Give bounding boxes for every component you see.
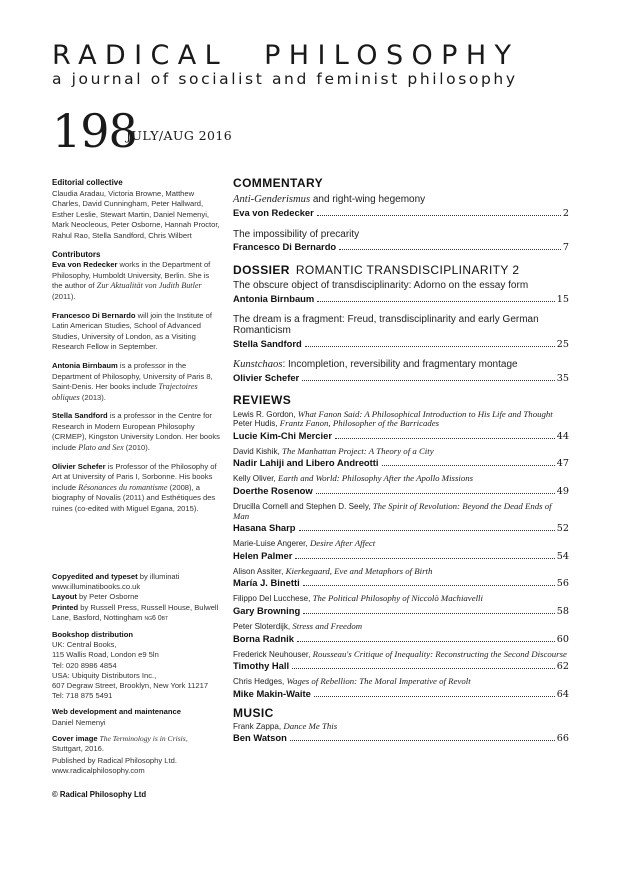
distribution-heading: Bookshop distribution <box>52 630 133 640</box>
contributor-entry <box>52 361 220 403</box>
web-by: Daniel Nemenyi <box>52 717 106 727</box>
review-book-author: Frank Zappa, <box>233 721 284 731</box>
reviews-entry <box>233 474 569 497</box>
dossier-entry <box>233 280 569 305</box>
contributor-name: Stella Sandford <box>52 411 108 421</box>
review-book-title: Stress and Freedom <box>292 620 363 631</box>
contributors-heading: Contributors <box>52 249 101 259</box>
contributor-bio-tail: (2011). <box>52 291 76 301</box>
review-book-author: Lewis R. Gordon, <box>233 409 298 419</box>
review-book-author: Alison Assiter, <box>233 566 286 576</box>
publisher-url[interactable]: www.radicalphilosophy.com <box>52 766 145 776</box>
review-book-author: Peter Hudis, <box>233 419 280 429</box>
review-book <box>233 474 569 484</box>
publisher-line: Published by Radical Philosophy Ltd. <box>52 756 177 765</box>
issue-number: 198 <box>52 104 137 158</box>
toc-author: Helen Palmer <box>233 549 293 561</box>
publisher-info <box>52 756 222 776</box>
toc-page-number: 58 <box>556 605 569 617</box>
contributor-book: Trajectoires obliques <box>52 382 198 402</box>
layout-label: Layout <box>52 592 77 602</box>
contributor-entry <box>52 411 220 453</box>
leader-dots <box>335 437 555 439</box>
toc-page-number: 7 <box>562 242 569 254</box>
leader-dots <box>295 557 554 559</box>
review-book <box>233 567 569 577</box>
review-book-author: Kelly Oliver, <box>233 474 278 484</box>
review-book <box>233 447 569 457</box>
review-book-title: Wages of Rebellion: The Moral Imperative of Revolt <box>286 676 471 687</box>
issue-date: JULY/AUG 2016 <box>126 128 233 143</box>
layout-by: by Peter Osborne <box>76 592 139 602</box>
contributor-bio: works in the Department of Philosophy, Humboldt University, Berlin. She is the author of <box>52 260 211 291</box>
printed-postcode: ng6 0bt <box>144 614 169 622</box>
leader-dots <box>339 248 561 250</box>
toc-author-line[interactable] <box>233 293 569 305</box>
article-title <box>233 314 569 337</box>
cover-title: The Terminology is in Crisis <box>97 733 186 743</box>
distribution-block <box>52 630 220 701</box>
article-title-italic: Kunstchaos <box>233 358 283 370</box>
toc-author: Mike Makin-Waite <box>233 687 311 699</box>
toc-author-line[interactable] <box>233 732 569 744</box>
editorial-members: Claudia Aradau, Victoria Browne, Matthew Charles, David Cunningham, Peter Hallward, Esther Leslie, Stewart Martin, Daniel Nemenyi, Mark Neocleous, Peter Osborne, Hannah Proctor, Rahul Rao, Stella Sandford, Chris Wilbert <box>52 188 220 240</box>
journal-subtitle: a journal of socialist and feminist philosophy <box>52 70 518 88</box>
music-heading-text: MUSIC <box>233 705 274 720</box>
toc-page-number: 66 <box>556 733 569 745</box>
dossier-heading-text: DOSSIER <box>233 263 290 278</box>
leader-dots <box>303 612 555 614</box>
toc-page-number: 25 <box>556 338 569 350</box>
toc-author-line[interactable] <box>233 522 569 534</box>
reviews-entry <box>233 502 569 534</box>
toc-author: Nadir Lahiji and Libero Andreotti <box>233 457 379 469</box>
review-book <box>233 722 569 732</box>
production-credits <box>52 572 220 760</box>
review-book-title: Kierkegaard, Eve and Metaphors of Birth <box>285 565 433 576</box>
toc-page-number: 35 <box>556 372 569 384</box>
reviews-entry <box>233 677 569 700</box>
reviews-entry <box>233 650 569 673</box>
printed-label: Printed <box>52 602 79 612</box>
left-column <box>52 178 220 523</box>
music-heading <box>233 706 569 720</box>
article-title-italic: Anti-Genderismus <box>233 194 311 205</box>
toc-author-line[interactable] <box>233 485 569 497</box>
journal-title-word1: RADICAL <box>52 40 229 71</box>
review-book-title: The Spirit of Revolution: Beyond the Dead Ends of Man <box>233 500 552 521</box>
web-block <box>52 707 220 727</box>
toc-author: Borna Radnik <box>233 632 294 644</box>
review-book <box>233 622 569 632</box>
toc-author-line[interactable] <box>233 457 569 469</box>
review-book-title: The Manhattan Project: A Theory of a City <box>282 445 434 456</box>
dossier-heading <box>233 263 569 277</box>
toc-author-line[interactable] <box>233 241 569 253</box>
review-book <box>233 539 569 549</box>
toc-author-line[interactable] <box>233 207 569 219</box>
cover-place: Stuttgart, 2016. <box>52 744 104 754</box>
toc-author: Hasana Sharp <box>233 522 296 534</box>
toc-page-number: 56 <box>556 578 569 590</box>
reviews-heading-text: REVIEWS <box>233 392 292 407</box>
copyedit-credit <box>52 572 220 624</box>
contributor-book: Plato and Sex <box>78 443 124 453</box>
cover-block <box>52 734 220 754</box>
article-title <box>233 280 569 292</box>
contributor-entry <box>52 462 220 515</box>
article-title-text: : Incompletion, reversibility and fragmentary montage <box>282 358 518 370</box>
review-book <box>233 594 569 604</box>
leader-dots <box>316 492 555 494</box>
leader-dots <box>317 300 555 302</box>
contributor-bio-tail: (2008), a biography of Novalis (2011) and Esthétiques des ruines (co-edited with Miguel Egana, 2015). <box>52 482 216 514</box>
dossier-subheading: ROMANTIC TRANSDISCIPLINARITY 2 <box>295 263 520 278</box>
contributor-entry <box>52 260 220 302</box>
review-book-title: Earth and World: Philosophy After the Apollo Missions <box>277 473 474 484</box>
cover-label: Cover image <box>52 733 98 743</box>
toc-author-line[interactable] <box>233 430 569 442</box>
toc-author: Ben Watson <box>233 732 287 744</box>
copyright: © Radical Philosophy Ltd <box>52 790 147 799</box>
contributor-bio-tail: (2013). <box>79 392 106 402</box>
table-of-contents <box>233 176 569 744</box>
contributor-book: Résonances du romantisme <box>78 482 168 492</box>
toc-page-number: 54 <box>556 550 569 562</box>
journal-title <box>52 40 572 71</box>
leader-dots <box>382 464 555 466</box>
contributor-bio-tail: (2010). <box>123 443 150 453</box>
review-book-author: Peter Sloterdijk, <box>233 621 293 631</box>
contributor-bio: is a professor in the Centre for Research in Modern European Philosophy (CRMEP), Kingston University London. Her books include <box>52 411 220 453</box>
distribution-line: Tel: 020 8986 4854 <box>52 660 117 670</box>
contributor-name: Eva von Redecker <box>52 260 118 270</box>
distribution-line: 607 Degraw Street, Brooklyn, New York 11217 <box>52 681 209 691</box>
leader-dots <box>303 584 555 586</box>
article-title-text: The impossibility of precarity <box>233 228 360 240</box>
review-book <box>233 677 569 687</box>
leader-dots <box>290 739 555 741</box>
reviews-entry <box>233 622 569 645</box>
copyedit-url[interactable]: www.illuminatibooks.co.uk <box>52 582 141 592</box>
review-book-author: Drucilla Cornell and Stephen D. Seely, <box>233 501 373 511</box>
commentary-heading <box>233 176 569 190</box>
toc-page-number: 2 <box>562 207 569 219</box>
reviews-entry <box>233 410 569 442</box>
toc-author-line[interactable] <box>233 660 569 672</box>
toc-author: Timothy Hall <box>233 660 290 672</box>
contributor-book: Zur Aktualität von Judith Butler <box>96 281 202 291</box>
toc-page-number: 47 <box>556 458 569 470</box>
leader-dots <box>292 667 555 669</box>
cover-tail: , <box>185 733 188 743</box>
toc-page-number: 64 <box>556 688 569 700</box>
copyedit-by: by illuminati <box>137 572 180 581</box>
printed-by: by Russell Press, Russell House, Bulwell Lane, Basford, Nottingham <box>52 602 219 622</box>
review-book <box>233 419 569 429</box>
distribution-line: 115 Wallis Road, London e9 5ln <box>52 650 159 660</box>
distribution-line: Tel: 718 875 5491 <box>52 691 113 701</box>
review-book-author: Marie-Luise Angerer, <box>233 539 310 549</box>
toc-page-number: 15 <box>556 293 569 305</box>
journal-title-word2: PHILOSOPHY <box>264 40 520 71</box>
review-book-title: Desire After Affect <box>309 538 376 549</box>
review-book <box>233 650 569 660</box>
editorial-heading: Editorial collective <box>52 178 123 187</box>
toc-author-line[interactable] <box>233 338 569 350</box>
toc-page-number: 44 <box>556 430 569 442</box>
dossier-entry <box>233 314 569 350</box>
reviews-entry <box>233 567 569 590</box>
review-book-author: Chris Hedges, <box>233 677 287 687</box>
contributor-bio: is a professor in the Department of Philosophy, University of Paris 8, Saint-Denis. Her books include <box>52 360 213 392</box>
commentary-entry <box>233 229 569 254</box>
toc-author: María J. Binetti <box>233 577 300 589</box>
leader-dots <box>314 695 555 697</box>
web-heading: Web development and maintenance <box>52 707 181 717</box>
dossier-entry <box>233 359 569 384</box>
review-book-title: Frantz Fanon, Philosopher of the Barricades <box>279 418 440 429</box>
article-title-text: The obscure object of transdisciplinarity: Adorno on the essay form <box>233 280 529 292</box>
review-book-title: What Fanon Said: A Philosophical Introduction to His Life and Thought <box>297 408 553 419</box>
toc-author: Francesco Di Bernardo <box>233 241 337 253</box>
toc-author-line[interactable] <box>233 633 569 645</box>
article-title <box>233 359 569 371</box>
article-title-text: and right-wing hegemony <box>310 194 426 205</box>
toc-author: Eva von Redecker <box>233 206 314 218</box>
contributor-name: Francesco Di Bernardo <box>52 310 136 320</box>
commentary-heading-text: COMMENTARY <box>233 176 323 190</box>
toc-author: Lucie Kim-Chi Mercier <box>233 429 332 441</box>
distribution-line: USA: Ubiquity Distributors Inc., <box>52 670 157 680</box>
toc-page-number: 60 <box>556 633 569 645</box>
article-title-text: The dream is a fragment: Freud, transdisciplinarity and early German Romanticism <box>233 313 539 337</box>
review-book-title: Dance Me This <box>283 720 338 731</box>
toc-author-line[interactable] <box>233 605 569 617</box>
reviews-entry <box>233 447 569 470</box>
copyedit-label: Copyedited and typeset <box>52 572 138 581</box>
commentary-entry <box>233 194 569 219</box>
toc-page-number: 52 <box>556 523 569 535</box>
toc-author: Olivier Schefer <box>233 371 300 383</box>
review-book-title: Rousseau's Critique of Inequality: Reconstructing the Second Discourse <box>312 648 567 659</box>
toc-author-line[interactable] <box>233 372 569 384</box>
review-book-author: David Kishik, <box>233 446 283 456</box>
distribution-line: UK: Central Books, <box>52 640 117 650</box>
music-entry <box>233 722 569 745</box>
toc-author: Gary Browning <box>233 604 301 616</box>
toc-author-line[interactable] <box>233 688 569 700</box>
review-book-author: Frederick Neuhouser, <box>233 649 313 659</box>
review-book-title: The Political Philosophy of Niccolò Machiavelli <box>312 593 483 604</box>
contributor-name: Olivier Schefer <box>52 461 106 471</box>
article-title <box>233 194 569 206</box>
contributor-bio: will join the Institute of Latin American Studies, School of Advanced Studies, University of London, as a Visiting Research Fellow in September. <box>52 310 212 352</box>
toc-author-line[interactable] <box>233 577 569 589</box>
contributor-name: Antonia Birnbaum <box>52 360 118 370</box>
toc-author: Stella Sandford <box>233 337 302 349</box>
reviews-entry <box>233 539 569 562</box>
toc-author: Doerthe Rosenow <box>233 484 313 496</box>
toc-page-number: 49 <box>556 485 569 497</box>
review-book-author: Filippo Del Lucchese, <box>233 594 313 604</box>
leader-dots <box>317 214 561 216</box>
leader-dots <box>299 529 555 531</box>
leader-dots <box>297 640 555 642</box>
review-book <box>233 502 569 521</box>
contributor-bio: is Professor of the Philosophy of Art at University of Paris I, Sorbonne. His books include <box>52 461 217 492</box>
leader-dots <box>302 379 555 381</box>
reviews-entry <box>233 594 569 617</box>
article-title <box>233 229 569 241</box>
reviews-heading <box>233 393 569 407</box>
distribution-lines <box>52 640 220 701</box>
toc-author-line[interactable] <box>233 550 569 562</box>
toc-page-number: 62 <box>556 661 569 673</box>
toc-author: Antonia Birnbaum <box>233 292 315 304</box>
contributor-entry <box>52 311 220 353</box>
leader-dots <box>305 345 555 347</box>
contributors-list <box>52 260 220 514</box>
